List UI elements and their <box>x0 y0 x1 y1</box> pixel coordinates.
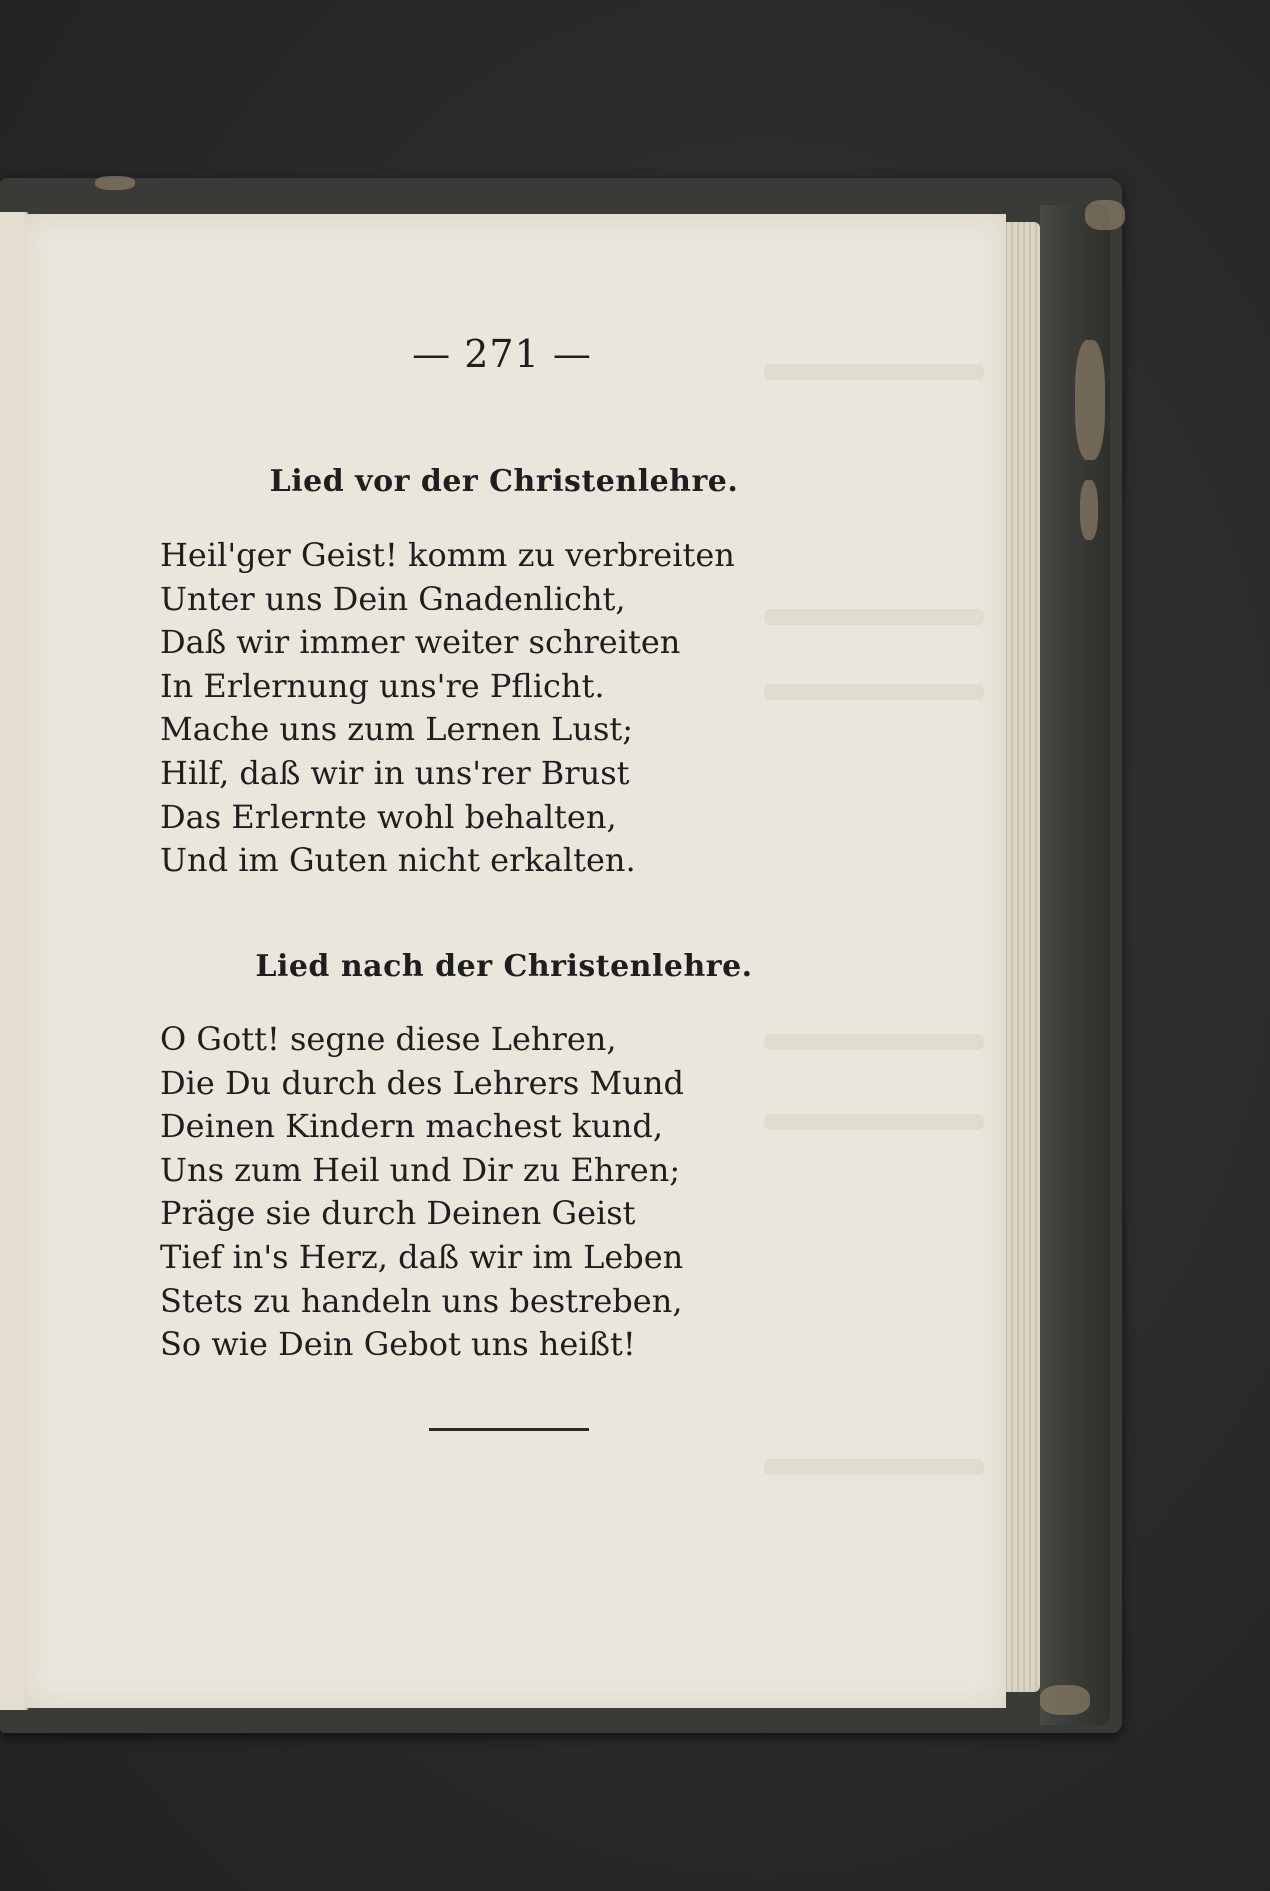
cover-wear-mark <box>1040 1685 1090 1715</box>
poem-line: Uns zum Heil und Dir zu Ehren; <box>160 1150 681 1189</box>
poem-line: Und im Guten nicht erkalten. <box>160 841 636 880</box>
poem-line: Deinen Kindern machest kund, <box>160 1107 664 1146</box>
poem-line: Stets zu handeln uns bestreben, <box>160 1281 683 1320</box>
section-title: Lied nach der Christenlehre. <box>255 949 753 984</box>
poem-line: Präge sie durch Deinen Geist <box>160 1194 636 1233</box>
cover-wear-mark <box>1080 480 1098 540</box>
cover-wear-mark <box>1075 340 1105 460</box>
poem-line: Daß wir immer weiter schreiten <box>160 623 681 662</box>
poem-stanza <box>160 1018 860 1367</box>
poem-line: Heil'ger Geist! komm zu verbreiten <box>160 536 735 574</box>
page-number: — 271 — <box>412 332 592 376</box>
poem-line: Das Erlernte wohl behalten, <box>160 797 617 836</box>
section-divider <box>429 1428 589 1431</box>
section-title: Lied vor der Christenlehre. <box>269 464 739 499</box>
poem-line: Mache uns zum Lernen Lust; <box>160 710 634 749</box>
book-page <box>24 214 1006 1708</box>
poem-line: In Erlernung uns're Pflicht. <box>160 666 605 705</box>
poem-line: Die Du durch des Lehrers Mund <box>160 1063 684 1102</box>
page-content <box>24 214 1006 1708</box>
cover-wear-mark <box>1085 200 1125 230</box>
poem-line: So wie Dein Gebot uns heißt! <box>160 1325 636 1364</box>
poem-line: Hilf, daß wir in uns'rer Brust <box>160 753 630 792</box>
poem-stanza <box>160 534 860 883</box>
poem-line: O Gott! segne diese Lehren, <box>160 1020 617 1058</box>
cover-wear-mark <box>95 176 135 190</box>
poem-line: Unter uns Dein Gnadenlicht, <box>160 579 626 618</box>
poem-line: Tief in's Herz, daß wir im Leben <box>160 1237 684 1276</box>
